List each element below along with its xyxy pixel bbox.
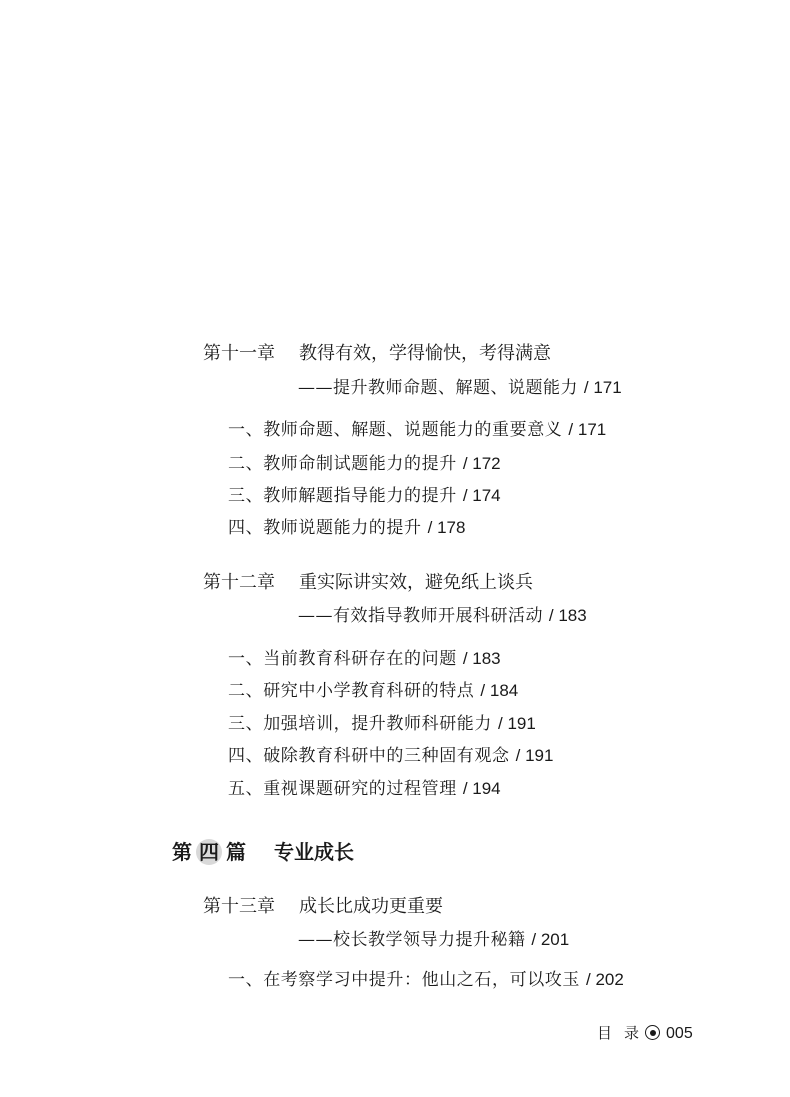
chapter-12-subtitle[interactable] [298, 601, 587, 626]
part-prefix: 第 [172, 840, 192, 864]
toc-entry[interactable] [228, 449, 501, 474]
chapter-13-subtitle[interactable] [298, 925, 569, 950]
footer-page-number: 005 [666, 1025, 693, 1042]
toc-entry[interactable] [228, 709, 536, 734]
entry-text: 二、研究中小学教育科研的特点 [228, 681, 475, 701]
chapter-12-heading [203, 568, 533, 594]
toc-entry[interactable] [228, 965, 624, 990]
chapter-title: 教得有效，学得愉快，考得满意 [299, 343, 551, 364]
entry-text: 三、加强培训，提升教师科研能力 [228, 714, 492, 734]
part-4-heading [172, 836, 354, 865]
page-number: / 191 [515, 746, 554, 765]
chapter-11-heading [203, 339, 551, 365]
toc-entry[interactable] [228, 481, 501, 506]
entry-text: 三、教师解题指导能力的提升 [228, 486, 457, 506]
page-number: / 171 [568, 420, 607, 439]
toc-entry[interactable] [228, 415, 606, 440]
page-number: / 201 [531, 930, 570, 949]
page-number: / 191 [498, 714, 536, 733]
footer-label: 目 [597, 1024, 613, 1042]
chapter-title: 重实际讲实效，避免纸上谈兵 [299, 572, 533, 593]
chapter-number: 第十三章 [203, 896, 275, 917]
page-number: / 178 [427, 518, 466, 537]
chapter-11-subtitle[interactable] [298, 373, 622, 398]
toc-entry[interactable] [228, 741, 553, 766]
footer-label: 录 [624, 1024, 640, 1042]
page-number: / 174 [462, 486, 501, 505]
entry-text: 一、当前教育科研存在的问题 [228, 649, 457, 669]
chapter-number: 第十二章 [203, 572, 275, 593]
toc-entry[interactable] [228, 774, 501, 799]
chapter-number: 第十一章 [203, 343, 275, 364]
entry-text: 四、破除教育科研中的三种固有观念 [228, 746, 510, 766]
entry-text: 二、教师命制试题能力的提升 [228, 454, 457, 474]
page-number: / 183 [462, 649, 501, 668]
page-footer [597, 1022, 693, 1043]
entry-text: 一、教师命题、解题、说题能力的重要意义 [228, 420, 563, 440]
entry-text: 五、重视课题研究的过程管理 [228, 779, 457, 799]
page-number: / 171 [583, 378, 622, 397]
page-number: / 183 [548, 606, 587, 625]
chapter-title: 成长比成功更重要 [299, 896, 443, 917]
page-number: / 184 [480, 681, 519, 700]
part-number-badge: 四 [196, 839, 222, 865]
entry-text: 四、教师说题能力的提升 [228, 518, 422, 538]
entry-text: 一、在考察学习中提升：他山之石，可以攻玉 [228, 970, 580, 990]
toc-entry[interactable] [228, 644, 501, 669]
page-number: / 202 [586, 970, 624, 989]
subtitle-text: ——提升教师命题、解题、说题能力 [298, 378, 578, 398]
part-suffix: 篇 [226, 840, 246, 864]
page-number: / 172 [462, 454, 501, 473]
subtitle-text: ——有效指导教师开展科研活动 [298, 606, 543, 626]
toc-entry[interactable] [228, 513, 465, 538]
chapter-13-heading [203, 892, 443, 918]
circle-dot-icon [645, 1025, 660, 1040]
page-number: / 194 [462, 779, 501, 798]
toc-entry[interactable] [228, 676, 518, 701]
part-title: 专业成长 [274, 840, 354, 864]
subtitle-text: ——校长教学领导力提升秘籍 [298, 930, 526, 950]
